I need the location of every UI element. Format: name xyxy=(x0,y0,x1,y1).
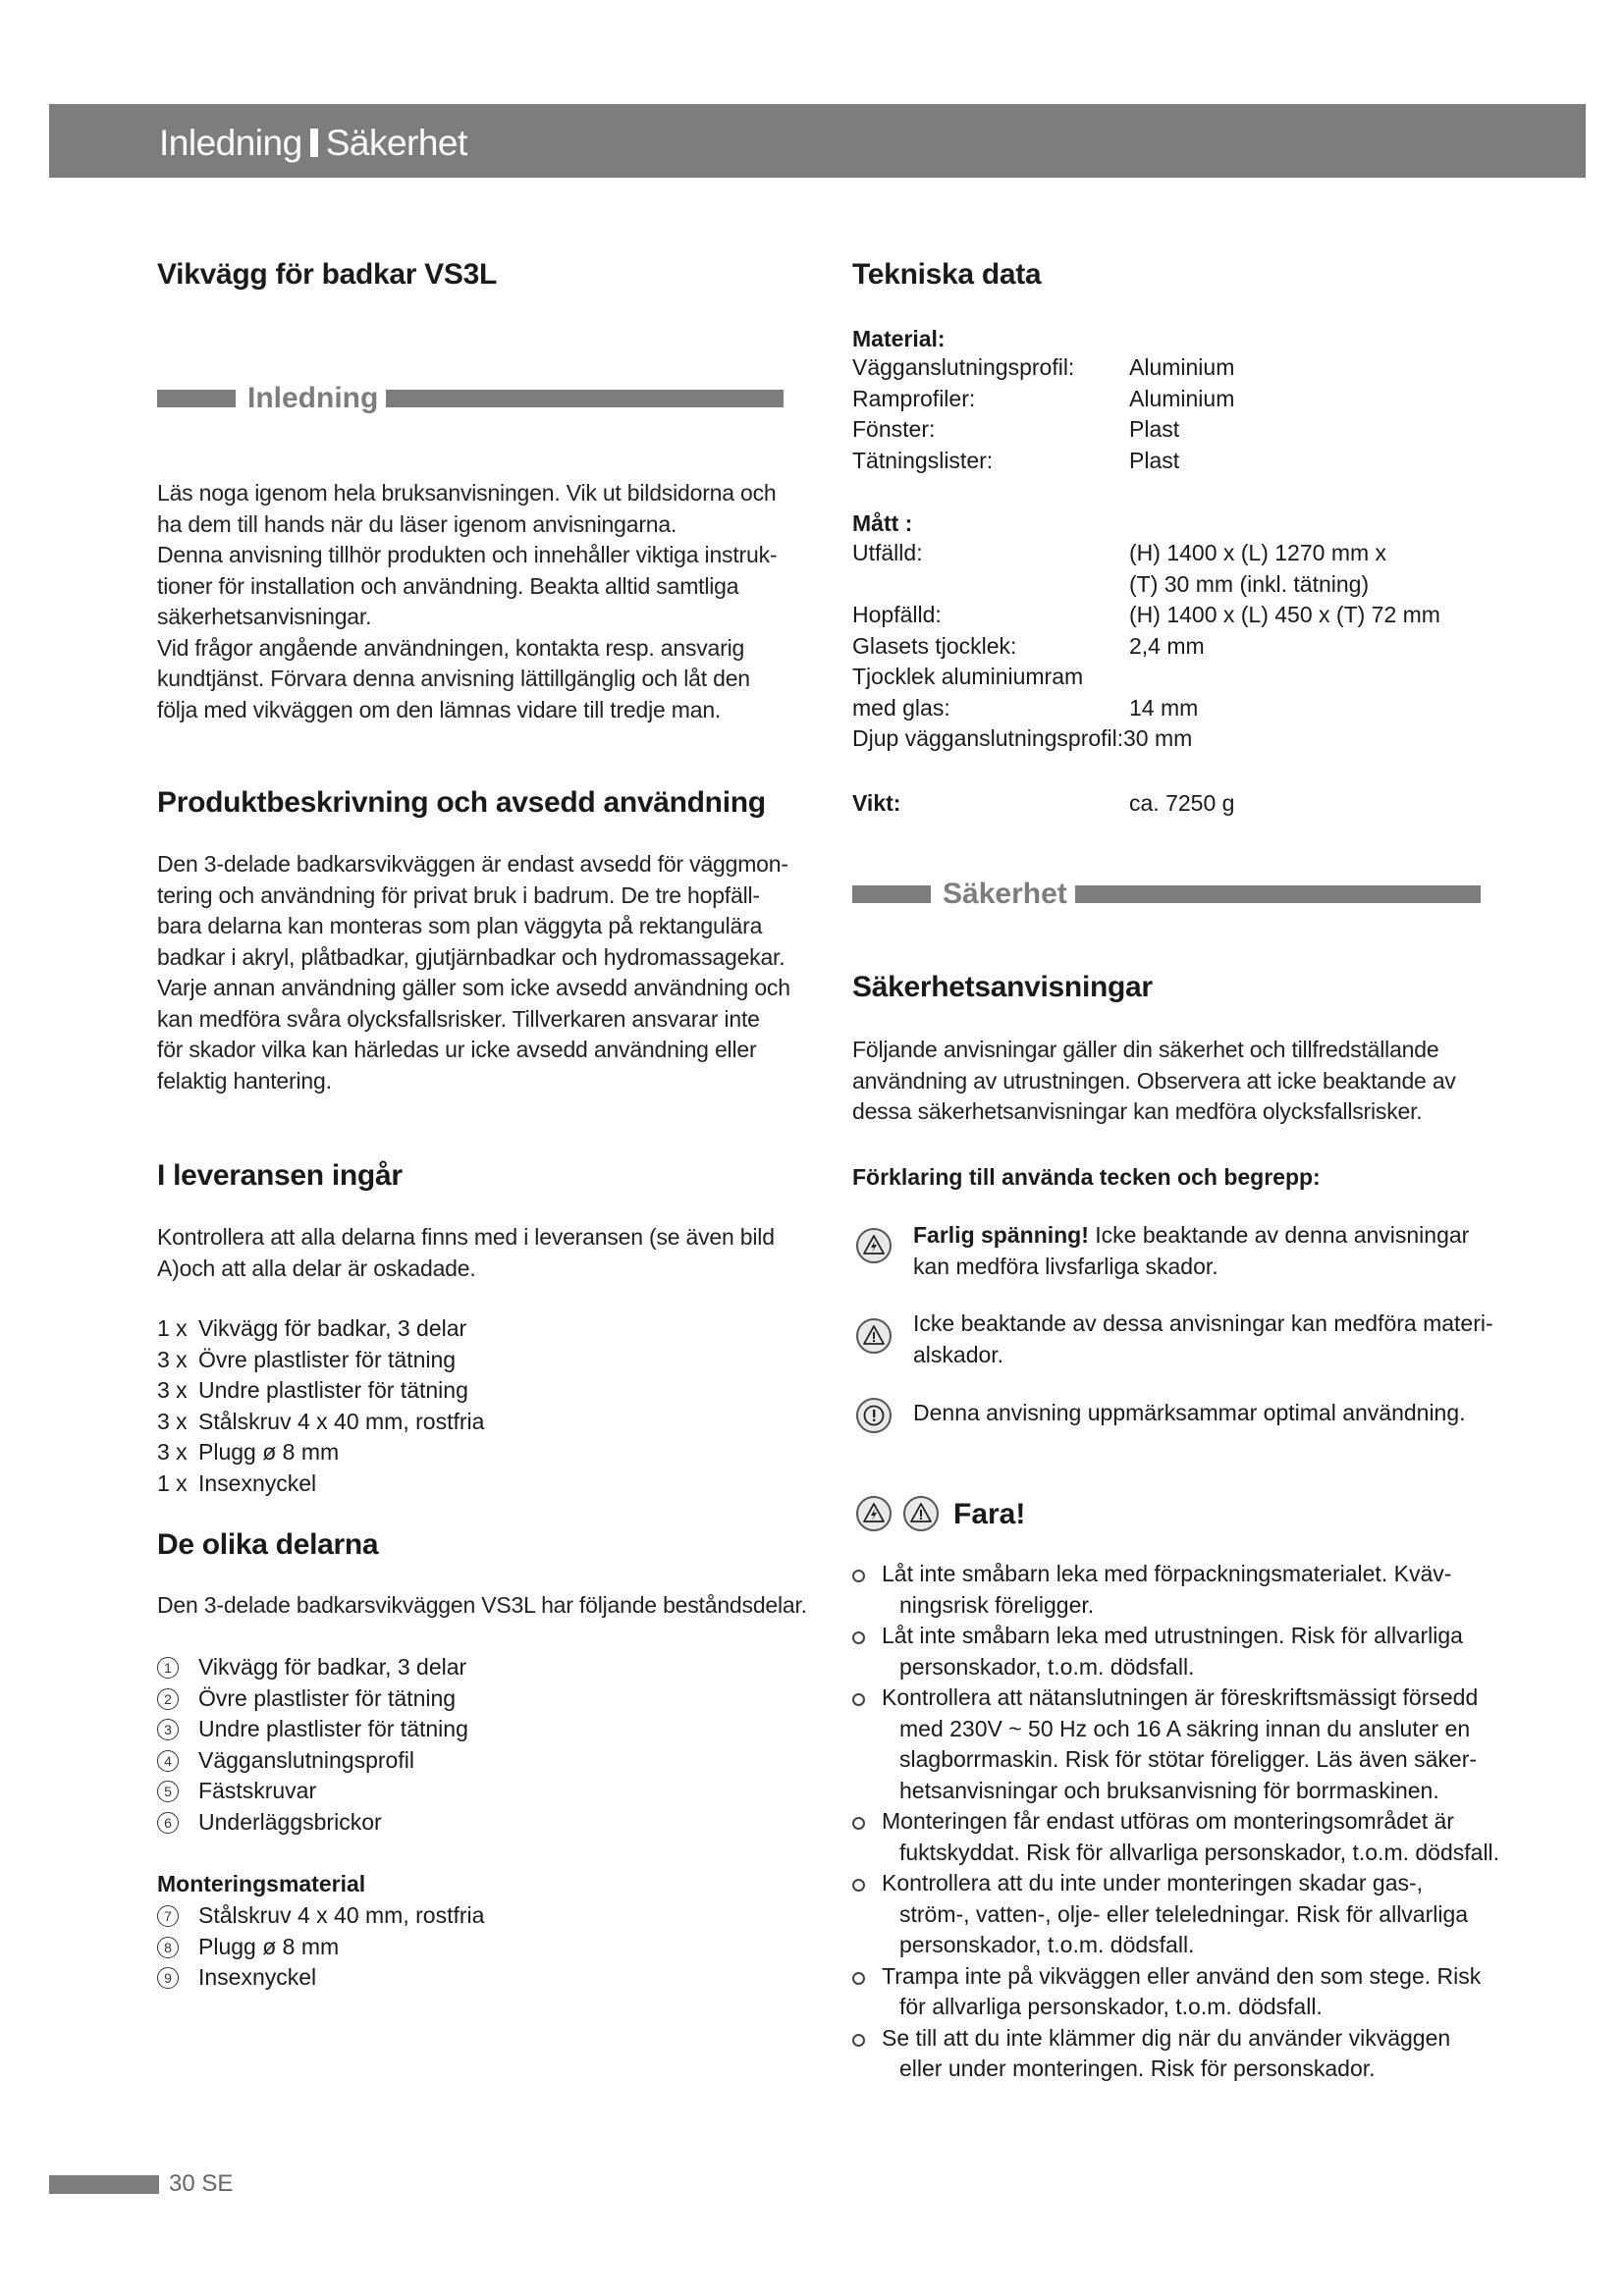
legend-info xyxy=(852,1398,1481,1437)
banner-bar-left xyxy=(157,390,236,407)
weight-value: ca. 7250 g xyxy=(1129,790,1235,816)
legend-heading: Förklaring till använda tecken och begrepp: xyxy=(852,1164,1321,1190)
list-item xyxy=(157,1745,746,1777)
list-item xyxy=(157,1468,746,1500)
mounting-list xyxy=(157,1900,746,1994)
row-key: Vägganslutningsprofil: xyxy=(852,354,1075,380)
dims-label: Mått : xyxy=(852,510,913,536)
bullet-line: fuktskyddat. Risk för allvarliga personskador, t.o.m. dödsfall. xyxy=(899,1839,1500,1865)
delivery-text xyxy=(157,1222,775,1284)
bullet-icon xyxy=(852,1972,865,1985)
row-value: (H) 1400 x (L) 450 x (T) 72 mm xyxy=(1129,602,1440,627)
safety-line: Följande anvisningar gäller din säkerhet och tillfredställande xyxy=(852,1037,1439,1062)
materials-table xyxy=(852,352,1481,476)
bullet-line: slagborrmaskin. Risk för stötar föreligger. Läs även säker- xyxy=(899,1746,1478,1772)
row-key: Utfälld: xyxy=(852,540,923,565)
item-text: Vikvägg för badkar, 3 delar xyxy=(198,1315,467,1341)
item-number: 5 xyxy=(157,1781,179,1802)
list-item xyxy=(852,1621,1481,1682)
intro-banner xyxy=(157,382,784,414)
list-item xyxy=(852,2023,1481,2085)
row-value: Aluminium xyxy=(1129,354,1235,380)
bullet-line: ström-, vatten-, olje- eller teleledningar. Risk för allvarliga xyxy=(899,1900,1469,1927)
intro-line: säkerhetsanvisningar. xyxy=(157,604,372,629)
bullet-line: Låt inte småbarn leka med förpackningsmaterialet. Kväv- xyxy=(882,1561,1452,1586)
item-text: Vägganslutningsprofil xyxy=(198,1746,414,1773)
header-title-safety: Säkerhet xyxy=(325,123,467,163)
item-text: Underläggsbrickor xyxy=(198,1808,382,1835)
item-number: 1 xyxy=(157,1657,179,1679)
list-item xyxy=(852,1559,1481,1621)
safety-banner xyxy=(852,878,1481,910)
row-value: Aluminium xyxy=(1129,385,1235,411)
table-row xyxy=(852,600,1481,631)
item-text: Fästskruvar xyxy=(198,1778,317,1803)
bullet-icon xyxy=(852,1570,865,1582)
danger-text-line2: kan medföra livsfarliga skador. xyxy=(913,1253,1218,1279)
safety-heading: Säkerhetsanvisningar xyxy=(852,971,1153,1003)
product-line: Varje annan användning gäller som icke avsedd användning och xyxy=(157,975,790,1000)
tech-heading: Tekniska data xyxy=(852,258,1042,291)
product-line: Den 3-delade badkarsvikväggen är endast avsedd för väggmon- xyxy=(157,851,788,877)
row-key: Hopfälld: xyxy=(852,602,942,627)
safety-line: dessa säkerhetsanvisningar kan medföra olycksfallsrisker. xyxy=(852,1098,1423,1124)
intro-line: Läs noga igenom hela bruksanvisningen. Vik ut bildsidorna och xyxy=(157,480,777,506)
bullet-icon xyxy=(852,1631,865,1644)
product-line: tering och användning för privat bruk i badrum. De tre hopfäll- xyxy=(157,881,760,908)
info-text: Denna anvisning uppmärksammar optimal användning. xyxy=(913,1400,1466,1425)
header-title xyxy=(159,124,467,163)
item-qty: 1 x xyxy=(157,1315,188,1341)
page-number: 30 SE xyxy=(169,2170,234,2197)
banner-bar-left xyxy=(852,885,931,903)
danger-bullets xyxy=(852,1559,1500,2085)
safety-text xyxy=(852,1035,1456,1128)
bullet-line: Kontrollera att du inte under monteringen skadar gas-, xyxy=(882,1870,1424,1896)
danger-heading-row xyxy=(852,1494,1481,1535)
item-text: Insexnyckel xyxy=(198,1964,317,1990)
legend-danger-text xyxy=(913,1220,1469,1282)
list-item xyxy=(157,1313,746,1345)
bullet-line: ningsrisk föreligger. xyxy=(899,1591,1095,1618)
list-item xyxy=(852,1868,1481,1961)
weight-label: Vikt: xyxy=(852,790,901,816)
table-row xyxy=(852,788,1481,820)
electric-warning-icon xyxy=(856,1496,892,1531)
list-item xyxy=(157,1652,746,1683)
row-key: Djup vägganslutningsprofil: xyxy=(852,725,1124,751)
item-number: 6 xyxy=(157,1812,179,1834)
row-key: Fönster: xyxy=(852,416,936,442)
table-row xyxy=(852,446,1481,477)
safety-banner-label: Säkerhet xyxy=(943,878,1067,910)
bullet-line: Se till att du inte klämmer dig när du använder vikväggen xyxy=(882,2024,1451,2051)
delivery-heading: I leveransen ingår xyxy=(157,1159,403,1192)
header-separator xyxy=(310,129,318,157)
item-number: 7 xyxy=(157,1905,179,1927)
table-row xyxy=(852,631,1481,663)
row-value: 2,4 mm xyxy=(1129,632,1205,659)
item-qty: 1 x xyxy=(157,1469,188,1496)
table-row xyxy=(852,384,1481,415)
intro-banner-label: Inledning xyxy=(247,382,379,414)
list-item xyxy=(157,1807,746,1839)
parts-intro-line: Den 3-delade badkarsvikväggen VS3L har följande beståndsdelar. xyxy=(157,1592,807,1618)
bullet-line: Låt inte småbarn leka med utrustningen. Risk för allvarliga xyxy=(882,1623,1463,1648)
dims-table xyxy=(852,538,1481,755)
item-number: 2 xyxy=(157,1688,179,1710)
list-item xyxy=(157,1375,746,1407)
list-item xyxy=(157,1407,746,1438)
electric-warning-icon xyxy=(856,1228,892,1263)
fara-label: Fara! xyxy=(953,1498,1026,1530)
table-row xyxy=(852,662,1481,693)
intro-line: tioner för installation och användning. Beakta alltid samtliga xyxy=(157,572,739,599)
item-qty: 3 x xyxy=(157,1346,188,1372)
bullet-line: med 230V ~ 50 Hz och 16 A säkring innan du ansluter en xyxy=(899,1715,1471,1741)
list-item xyxy=(157,1900,746,1932)
intro-line: kundtjänst. Förvara denna anvisning lättillgänglig och låt den xyxy=(157,666,750,691)
product-line: felaktig hantering. xyxy=(157,1067,332,1094)
table-row xyxy=(852,723,1481,755)
item-qty: 3 x xyxy=(157,1377,188,1403)
bullet-line: personskador, t.o.m. dödsfall. xyxy=(899,1653,1195,1680)
intro-line: Denna anvisning tillhör produkten och innehåller viktiga instruk- xyxy=(157,542,778,567)
list-item xyxy=(157,1345,746,1376)
row-key: Ramprofiler: xyxy=(852,385,976,411)
list-item xyxy=(157,1437,746,1468)
item-number: 9 xyxy=(157,1967,179,1989)
item-text: Stålskruv 4 x 40 mm, rostfria xyxy=(198,1902,485,1928)
list-item xyxy=(157,1962,746,1994)
bullet-icon xyxy=(852,2034,865,2047)
legend-caution-text xyxy=(913,1308,1493,1370)
caution-text-line1: Icke beaktande av dessa anvisningar kan medföra materi- xyxy=(913,1310,1493,1336)
bullet-line: Monteringen får endast utföras om monteringsområdet är xyxy=(882,1808,1454,1834)
product-title: Vikvägg för badkar VS3L xyxy=(157,258,498,291)
row-value: Plast xyxy=(1129,416,1180,442)
banner-bar-right xyxy=(1075,885,1481,903)
legend-danger xyxy=(852,1220,1481,1289)
table-row xyxy=(852,569,1481,601)
bullet-line: för allvarliga personskador, t.o.m. dödsfall. xyxy=(899,1994,1323,2019)
header-bar xyxy=(49,104,1586,178)
row-key: Glasets tjocklek: xyxy=(852,632,1017,659)
table-row xyxy=(852,538,1481,569)
parts-heading: De olika delarna xyxy=(157,1528,379,1561)
item-text: Stålskruv 4 x 40 mm, rostfria xyxy=(198,1408,485,1434)
intro-line: följa med vikväggen om den lämnas vidare till tredje man. xyxy=(157,696,722,722)
row-value: 30 mm xyxy=(1123,725,1193,751)
intro-line: ha dem till hands när du läser igenom anvisningarna. xyxy=(157,510,677,537)
list-item xyxy=(852,1806,1500,1868)
bullet-icon xyxy=(852,1879,865,1892)
table-row xyxy=(852,414,1481,446)
material-label: Material: xyxy=(852,326,946,351)
legend-caution xyxy=(852,1308,1493,1377)
list-item xyxy=(157,1683,746,1715)
row-value: Plast xyxy=(1129,447,1180,473)
bullet-line: Trampa inte på vikväggen eller använd den som stege. Risk xyxy=(882,1962,1482,1989)
danger-label: Farlig spänning! xyxy=(913,1222,1089,1248)
bullet-line: eller under monteringen. Risk för personskador. xyxy=(899,2056,1376,2081)
footer-bar xyxy=(49,2175,159,2194)
item-text: Undre plastlister för tätning xyxy=(198,1377,468,1403)
mounting-heading: Monteringsmaterial xyxy=(157,1871,366,1896)
row-key: Tjocklek aluminiumram xyxy=(852,664,1084,689)
info-exclamation-icon xyxy=(856,1398,892,1433)
danger-text: Icke beaktande av denna anvisningar xyxy=(1088,1222,1470,1248)
row-value: (H) 1400 x (L) 1270 mm x xyxy=(1129,540,1387,565)
row-value: (T) 30 mm (inkl. tätning) xyxy=(1129,570,1370,597)
product-description-heading: Produktbeskrivning och avsedd användning xyxy=(157,786,766,819)
product-line: bara delarna kan monteras som plan väggyta på rektangulära xyxy=(157,913,763,938)
bullet-icon xyxy=(852,1817,865,1830)
item-text: Insexnyckel xyxy=(198,1469,317,1496)
item-text: Plugg ø 8 mm xyxy=(198,1439,340,1465)
banner-bar-right xyxy=(386,390,784,407)
item-text: Undre plastlister för tätning xyxy=(198,1716,468,1741)
product-description-text xyxy=(157,849,790,1096)
list-item xyxy=(157,1932,746,1963)
bullet-line: hetsanvisningar och bruksanvisning för borrmaskinen. xyxy=(899,1777,1439,1803)
list-item xyxy=(157,1776,746,1807)
caution-warning-icon xyxy=(903,1496,939,1531)
parts-list xyxy=(157,1652,746,1838)
product-line: badkar i akryl, plåtbadkar, gjutjärnbadkar och hydromassagekar. xyxy=(157,943,785,970)
header-title-intro: Inledning xyxy=(159,123,302,163)
item-number: 3 xyxy=(157,1719,179,1740)
item-number: 8 xyxy=(157,1937,179,1958)
weight-row xyxy=(852,788,1481,820)
list-item xyxy=(852,1961,1481,2023)
list-item xyxy=(852,1682,1481,1806)
list-item xyxy=(157,1714,746,1745)
bullet-icon xyxy=(852,1693,865,1706)
table-row xyxy=(852,693,1481,724)
item-qty: 3 x xyxy=(157,1439,188,1465)
caution-warning-icon xyxy=(856,1318,892,1354)
parts-intro xyxy=(157,1590,807,1622)
item-qty: 3 x xyxy=(157,1408,188,1434)
item-text: Övre plastlister för tätning xyxy=(198,1346,457,1372)
item-text: Vikvägg för badkar, 3 delar xyxy=(198,1654,467,1680)
delivery-line: Kontrollera att alla delarna finns med i leveransen (se även bild xyxy=(157,1224,775,1250)
product-line: kan medföra svåra olycksfallsrisker. Tillverkaren ansvarar inte xyxy=(157,1005,760,1032)
item-number: 4 xyxy=(157,1750,179,1772)
bullet-line: personskador, t.o.m. dödsfall. xyxy=(899,1932,1195,1957)
table-row xyxy=(852,352,1481,384)
delivery-line: A)och att alla delar är oskadade. xyxy=(157,1255,476,1281)
caution-text-line2: alskador. xyxy=(913,1341,1004,1367)
intro-text xyxy=(157,478,777,725)
row-value: 14 mm xyxy=(1129,694,1199,721)
intro-line: Vid frågor angående användningen, kontakta resp. ansvarig xyxy=(157,634,745,661)
item-text: Plugg ø 8 mm xyxy=(198,1933,340,1959)
bullet-line: Kontrollera att nätanslutningen är föreskriftsmässigt försedd xyxy=(882,1684,1479,1710)
row-key: Tätningslister: xyxy=(852,447,994,473)
delivery-list xyxy=(157,1313,746,1499)
item-text: Övre plastlister för tätning xyxy=(198,1684,457,1711)
safety-line: användning av utrustningen. Observera att icke beaktande av xyxy=(852,1067,1456,1094)
row-key: med glas: xyxy=(852,694,950,721)
product-line: för skador vilka kan härledas ur icke avsedd användning eller xyxy=(157,1037,757,1062)
